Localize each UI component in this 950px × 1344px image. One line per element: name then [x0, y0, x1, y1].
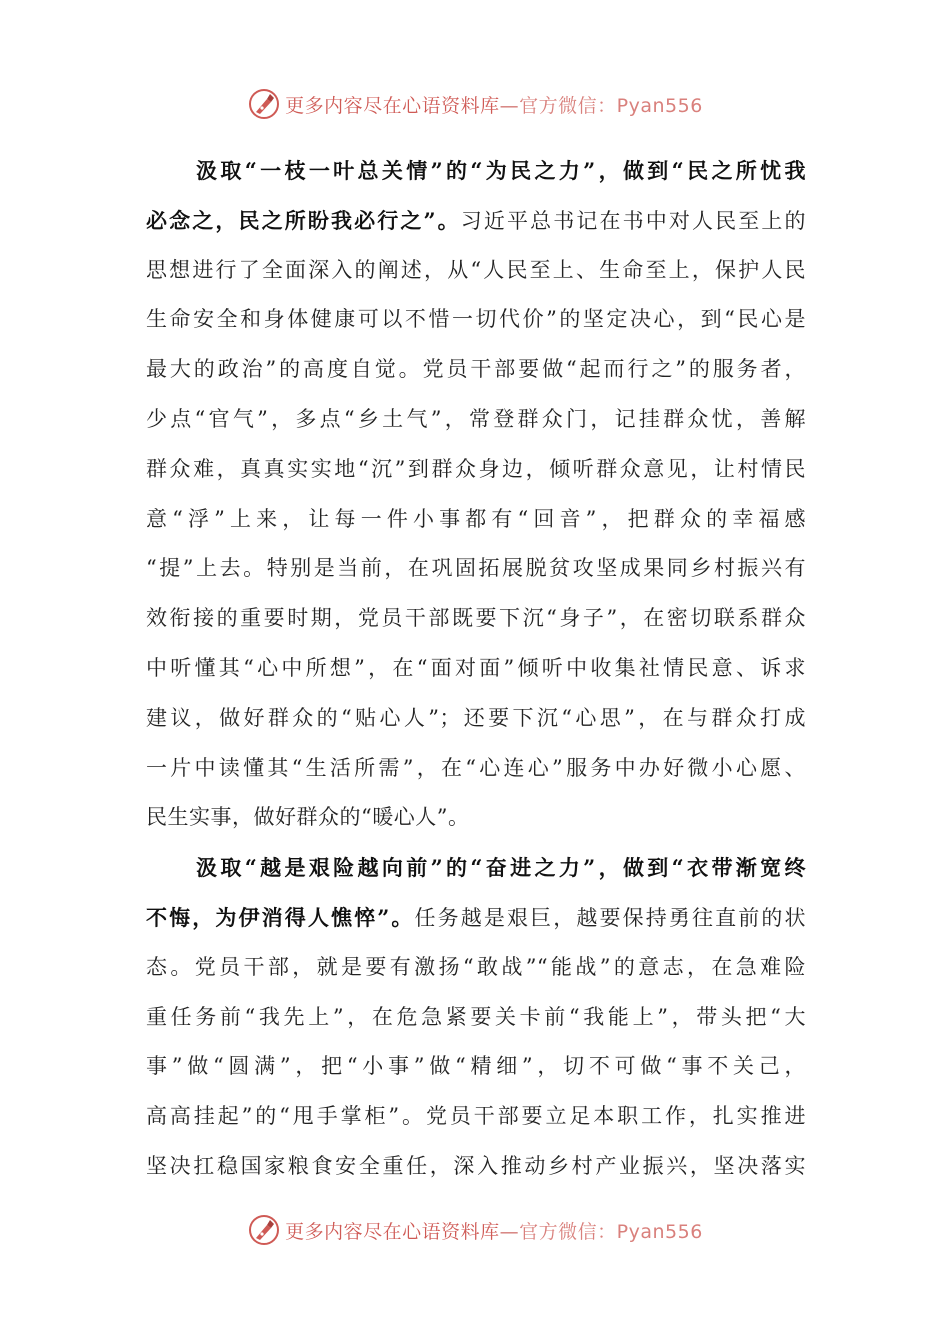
- line-text: 事”做“圆满”，把“小事”做“精细”，切不可做“事不关己，: [146, 1054, 806, 1079]
- header-watermark-banner: [0, 84, 950, 124]
- line-text: 效衔接的重要时期，党员干部既要下沉“身子”，在密切联系群众: [146, 606, 806, 631]
- line-text: 高高挂起”的“甩手掌柜”。党员干部要立足本职工作，扎实推进: [146, 1104, 806, 1129]
- text-line-9: [146, 544, 806, 594]
- banner-text: [285, 91, 703, 118]
- text-line-21: [146, 1142, 806, 1192]
- text-line-1: [146, 146, 806, 196]
- bold-heading-text: 不悔，为伊消得人憔悴”。: [146, 904, 415, 930]
- banner-wechat-text: 官方微信：Pyan556: [519, 94, 703, 117]
- text-line-13: [146, 744, 806, 794]
- banner-text: [285, 1217, 703, 1244]
- line-text: 最大的政治”的高度自觉。党员干部要做“起而行之”的服务者，: [146, 357, 806, 382]
- bold-heading-text: 汲取“越是艰险越向前”的“奋进之力”，做到“衣带渐宽终: [196, 855, 806, 881]
- line-text: 群众难，真真实实地“沉”到群众身边，倾听群众意见，让村情民: [146, 456, 806, 481]
- text-line-16: [146, 893, 806, 943]
- line-text: 思想进行了全面深入的阐述，从“人民至上、生命至上，保护人民: [146, 257, 806, 282]
- banner-dash: —: [499, 94, 520, 117]
- text-line-19: [146, 1042, 806, 1092]
- text-line-8: [146, 495, 806, 545]
- line-text: 态。党员干部，就是要有激扬“敢战”“能战”的意志，在急难险: [146, 954, 806, 979]
- banner-dash: —: [499, 1220, 520, 1243]
- text-line-7: [146, 445, 806, 495]
- line-text: 坚决扛稳国家粮食安全重任，深入推动乡村产业振兴，坚决落实: [146, 1153, 806, 1178]
- banner-main-text: 更多内容尽在心语资料库: [285, 94, 500, 117]
- banner-wechat-text: 官方微信：Pyan556: [519, 1220, 703, 1243]
- footer-watermark-banner: [0, 1210, 950, 1250]
- text-line-11: [146, 644, 806, 694]
- text-line-4: [146, 295, 806, 345]
- line-text: 习近平总书记在书中对人民至上的: [460, 208, 806, 233]
- bold-heading-text: 必念之，民之所盼我必行之”。: [146, 207, 461, 233]
- line-text: 任务越是艰巨，越要保持勇往直前的状: [414, 905, 806, 930]
- line-text: 重任务前“我先上”，在危急紧要关卡前“我能上”，带头把“大: [146, 1004, 806, 1029]
- line-text: 意“浮”上来，让每一件小事都有“回音”，把群众的幸福感: [146, 506, 806, 531]
- text-line-20: [146, 1092, 806, 1142]
- text-line-18: [146, 993, 806, 1043]
- text-line-6: [146, 395, 806, 445]
- text-line-2: [146, 196, 806, 246]
- text-line-14: [146, 793, 806, 843]
- text-line-12: [146, 694, 806, 744]
- text-line-10: [146, 594, 806, 644]
- text-line-15: [146, 843, 806, 893]
- bold-heading-text: 汲取“一枝一叶总关情”的“为民之力”，做到“民之所忧我: [196, 158, 806, 183]
- line-text: 民生实事，做好群众的“暖心人”。: [146, 805, 470, 830]
- pen-nib-logo-icon: [247, 87, 281, 121]
- text-line-5: [146, 345, 806, 395]
- line-text: 少点“官气”，多点“乡土气”，常登群众门，记挂群众忧，善解: [146, 406, 806, 431]
- text-line-17: [146, 943, 806, 993]
- banner-main-text: 更多内容尽在心语资料库: [285, 1220, 500, 1243]
- line-text: 建议，做好群众的“贴心人”；还要下沉“心思”，在与群众打成: [146, 705, 806, 730]
- line-text: 一片中读懂其“生活所需”，在“心连心”服务中办好微小心愿、: [146, 755, 806, 780]
- line-text: 生命安全和身体健康可以不惜一切代价”的坚定决心，到“民心是: [146, 307, 806, 332]
- document-body: [146, 146, 806, 1192]
- pen-nib-logo-icon: [247, 1213, 281, 1247]
- text-line-3: [146, 246, 806, 296]
- line-text: “提”上去。特别是当前，在巩固拓展脱贫攻坚成果同乡村振兴有: [146, 556, 806, 581]
- line-text: 中听懂其“心中所想”，在“面对面”倾听中收集社情民意、诉求: [146, 655, 806, 680]
